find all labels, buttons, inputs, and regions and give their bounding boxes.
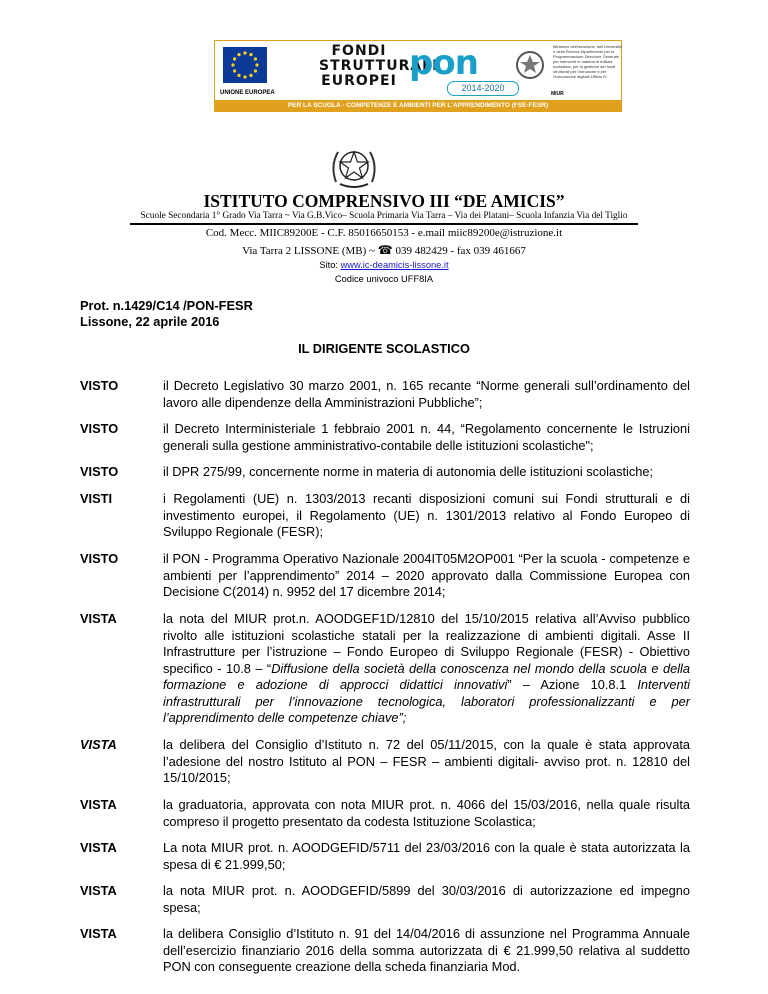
row-label: VISTO (80, 464, 119, 479)
document-title: IL DIRIGENTE SCOLASTICO (298, 341, 470, 356)
site-line (0, 260, 768, 270)
pon-logo: pon (409, 43, 478, 83)
fondi-strutturali-logo: FONDI STRUTTURALI EUROPEI (319, 43, 439, 89)
address-post: 039 482429 - fax 039 461667 (392, 245, 526, 257)
italy-emblem-small-icon (513, 47, 547, 87)
row-text: la delibera del Consiglio d’Istituto n. 72 del 05/11/2015, con la quale è stata approvata l’adesione del nostro Istituto al PON – FESR – ambienti digitali- avviso prot. n. 12810 del 15/10/2015; (163, 737, 690, 785)
banner-strip: PER LA SCUOLA - COMPETENZE E AMBIENTI PER L'APPRENDIMENTO (FSE-FESR) (215, 100, 621, 111)
row-text-b: Diffusione della società della conoscenza nel mondo della scuola e della formazione e adozione di approcci didattici innovativi (163, 660, 691, 692)
row-text: il Decreto Interministeriale 1 febbraio 2001 n. 44, “Regolamento concernente le Istruzioni generali sulla gestione amministrativo-contabile delle istituzioni scolastiche"; (163, 421, 690, 453)
row-label: VISTA (80, 611, 117, 626)
school-address (0, 243, 768, 258)
eu-flag-icon (223, 47, 267, 83)
miur-description: Ministero dell'Istruzione, dell'Università e della Ricerca Dipartimento per la Programmazione Direzione Generale per interventi in materia di edilizia scolastica, per la gestione dei fondi strutturali per l'istruzione e per l'innovazione digitale Ufficio IV (553, 44, 622, 79)
header-divider (130, 223, 638, 225)
protocol-date: Lissone, 22 aprile 2016 (80, 314, 220, 329)
protocol-block (80, 298, 253, 330)
miur-label: MIUR (551, 91, 564, 97)
row-text: la nota MIUR prot. n. AOODGEFID/5899 del 30/03/2016 di autorizzazione ed impegno spesa; (163, 883, 690, 915)
address-pre: Via Tarra 2 LISSONE (MB) ~ (242, 245, 378, 257)
phone-icon: ☎ (377, 243, 393, 257)
row-label: VISTA (80, 797, 117, 812)
codice-univoco: Codice univoco UFF8IA (334, 274, 434, 284)
row-text: il DPR 275/99, concernente norme in materia di autonomia delle istituzioni scolastiche; (163, 464, 654, 479)
row-label: VISTA (80, 883, 117, 898)
row-label: VISTO (80, 551, 119, 566)
site-label: Sito: (319, 260, 341, 270)
pon-banner (214, 40, 622, 112)
school-locations: Scuole Secondaria 1° Grado Via Tarra ~ Via G.B.Vico– Scuola Primaria Via Tarra – Via dei Platani– Scuola Infanzia Via del Tiglio (140, 211, 628, 221)
row-label: VISTO (80, 421, 119, 436)
school-codes: Cod. Mecc. MIIC89200E - C.F. 85016650153 - e.mail miic89200e@istruzione.it (205, 227, 563, 239)
row-label: VISTA (80, 926, 117, 941)
protocol-number: Prot. n.1429/C14 /PON-FESR (80, 298, 253, 313)
row-text (163, 611, 690, 727)
row-label: VISTA (80, 737, 117, 752)
row-label: VISTO (80, 378, 119, 393)
pon-years: 2014-2020 (447, 81, 519, 96)
row-text-d: Interventi infrastrutturali per l’innovazione tecnologica, laboratori professionalizzanti e per l’apprendimento delle competenze chiave”; (163, 677, 690, 725)
row-text-a: la nota del MIUR prot.n. AOODGEF1D/12810 del 15/10/2015 relativa all’Avviso pubblico rivolto alle istituzioni scolastiche statali per la realizzazione di ambienti digitali. Asse II Infrastrutture per l’istruzione – Fondo Europeo di Sviluppo Regionale (FESR) - Obiettivo specifico - 10.8 – “ (163, 611, 690, 676)
row-text: il Decreto Legislativo 30 marzo 2001, n. 165 recante “Norme generali sull’ordinamento del lavoro alle dipendenze della Amministrazioni Pubbliche”; (163, 378, 690, 410)
row-text: la graduatoria, approvata con nota MIUR prot. n. 4066 del 15/03/2016, nella quale risulta compreso il progetto presentato da codesta Istituzione Scolastica; (163, 797, 690, 829)
eu-label: UNIONE EUROPEA (220, 90, 275, 96)
site-link[interactable]: www.ic-deamicis-lissone.it (340, 260, 449, 270)
row-text-c: ” – Azione 10.8.1 (507, 677, 638, 692)
row-text: La nota MIUR prot. n. AOODGEFID/5711 del 23/03/2016 con la quale è stata autorizzata la spesa di € 21.999,50; (163, 840, 690, 872)
row-text: il PON - Programma Operativo Nazionale 2004IT05M2OP001 “Per la scuola - competenze e ambienti per l’apprendimento” 2014 – 2020 approvato dalla Commissione Europea con Decisione C(2014) n. 9952 del 17 dicembre 2014; (163, 551, 690, 599)
row-label: VISTI (80, 491, 112, 506)
school-name: ISTITUTO COMPRENSIVO III “DE AMICIS” (203, 191, 565, 211)
row-text: i Regolamenti (UE) n. 1303/2013 recanti disposizioni comuni sui Fondi strutturali e di investimento europei, il Regolamento (UE) n. 1301/2013 relativo al Fondo Europeo di Sviluppo Regionale (FESR); (163, 491, 690, 539)
italian-republic-emblem-icon (326, 140, 382, 190)
row-text: la delibera Consiglio d’Istituto n. 91 del 14/04/2016 di assunzione nel Programma Annuale dell’esercizio finanziario 2016 della somma autorizzata di € 21.999,50 relativa al suddetto PON con conseguente creazione della scheda finanziaria Mod. (163, 926, 690, 974)
row-label: VISTA (80, 840, 117, 855)
